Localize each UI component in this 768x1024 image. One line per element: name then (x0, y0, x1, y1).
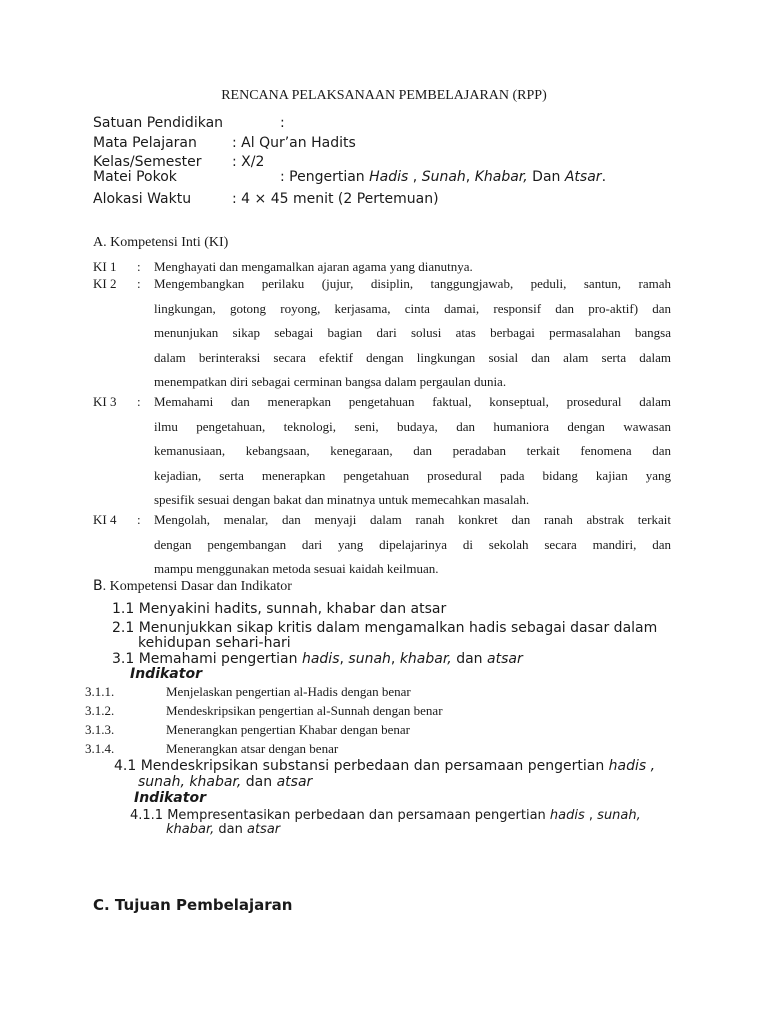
kd-4-1-line2: sunah, khabar, dan atsar (138, 774, 313, 790)
indicator-number: 3.1.4. (85, 741, 115, 756)
ki-code: KI 4 (93, 512, 117, 527)
indicator-text: Menjelaskan pengertian al-Hadis dengan benar (166, 684, 411, 699)
ki-text (154, 390, 671, 513)
ki-colon: : (137, 276, 141, 291)
ki-text-line: kejadian, serta menerapkan pengetahuan prosedural pada bidang kajian yang (154, 467, 671, 483)
indikator-label: Indikator (130, 666, 202, 682)
ki-code: KI 2 (93, 276, 117, 291)
pokok-label: Matei Pokok (93, 169, 177, 185)
ki-text-line: Mengembangkan perilaku (jujur, disiplin, tanggungjawab, peduli, santun, ramah (154, 276, 671, 291)
indicator-4-1-1-line1: 4.1.1 Mempresentasikan perbedaan dan persamaan pengertian hadis , sunah, (130, 808, 641, 823)
indicator-number: 3.1.2. (85, 703, 115, 718)
ki-text-line: Mengolah, menalar, dan menyaji dalam ranah konkret dan ranah abstrak terkait (154, 512, 671, 527)
indicator-text: Mendeskripsikan pengertian al-Sunnah dengan benar (166, 703, 443, 718)
mapel-label: Mata Pelajaran (93, 135, 197, 151)
ki-text-line: dalam berinteraksi secara efektif dengan lingkungan sosial dan alam serta dalam (154, 349, 671, 365)
section-b-heading: B. Kompetensi Dasar dan Indikator (93, 578, 292, 594)
section-c-heading: C. Tujuan Pembelajaran (93, 896, 293, 914)
ki-text-line: kemanusiaan, kebangsaan, kenegaraan, dan peradaban terkait fenomena dan (154, 443, 671, 458)
satuan-label: Satuan Pendidikan (93, 115, 224, 131)
kd-2-1-line2: kehidupan sehari-hari (138, 635, 291, 651)
kelas-value: : X/2 (232, 154, 265, 170)
alokasi-label: Alokasi Waktu (93, 191, 192, 207)
ki-code: KI 3 (93, 394, 117, 409)
ki-code: KI 1 (93, 259, 117, 274)
ki-text-line: Memahami dan menerapkan pengetahuan faktual, konseptual, prosedural dalam (154, 394, 671, 409)
document-title: RENCANA PELAKSANAAN PEMBELAJARAN (RPP) (221, 88, 547, 103)
ki-text-line: ilmu pengetahuan, teknologi, seni, budaya, dan humaniora dengan wawasan (154, 418, 671, 434)
indicator-4-1-1-line2: khabar, dan atsar (166, 822, 281, 837)
kelas-label: Kelas/Semester (93, 154, 202, 170)
satuan-colon: : (280, 115, 285, 131)
indicator-text: Menerangkan atsar dengan benar (166, 741, 339, 756)
ki-text-line: mampu menggunakan metoda sesuai kaidah keilmuan. (154, 561, 439, 576)
indicator-text: Menerangkan pengertian Khabar dengan benar (166, 722, 410, 737)
kd-1-1: 1.1 Menyakini hadits, sunnah, khabar dan atsar (112, 601, 447, 617)
pokok-value: : Pengertian Hadis , Sunah, Khabar, Dan Atsar. (280, 169, 607, 185)
ki-colon: : (137, 394, 141, 409)
indikator-label-2: Indikator (134, 790, 206, 806)
ki-colon: : (137, 259, 141, 274)
kd-2-1-line1: 2.1 Menunjukkan sikap kritis dalam mengamalkan hadis sebagai dasar dalam (112, 620, 658, 636)
alokasi-value: : 4 × 45 menit (2 Pertemuan) (232, 191, 439, 207)
section-a-heading: A. Kompetensi Inti (KI) (93, 235, 229, 250)
ki-text-line: Menghayati dan mengamalkan ajaran agama yang dianutnya. (154, 259, 473, 274)
indicator-number: 3.1.3. (85, 722, 115, 737)
indicator-number: 3.1.1. (85, 684, 115, 699)
mapel-value: : Al Qur’an Hadits (232, 135, 356, 151)
ki-colon: : (137, 512, 141, 527)
ki-text-line: dengan pengembangan dari yang dipelajarinya di sekolah secara mandiri, dan (154, 536, 671, 552)
kd-4-1-line1: 4.1 Mendeskripsikan substansi perbedaan dan persamaan pengertian hadis , (114, 758, 656, 774)
kd-3-1: 3.1 Memahami pengertian hadis, sunah, khabar, dan atsar (112, 651, 523, 667)
ki-text-line: lingkungan, gotong royong, kerjasama, cinta damai, responsif dan pro-aktif) dan (154, 300, 671, 316)
ki-text (154, 272, 671, 395)
ki-text-line: spesifik sesuai dengan bakat dan minatnya untuk memecahkan masalah. (154, 492, 530, 507)
ki-text (154, 508, 671, 582)
ki-text-line: menempatkan diri sebagai cerminan bangsa dalam pergaulan dunia. (154, 374, 507, 389)
ki-text-line: menunjukan sikap sebagai bagian dari solusi atas berbagai permasalahan bangsa (154, 325, 671, 340)
